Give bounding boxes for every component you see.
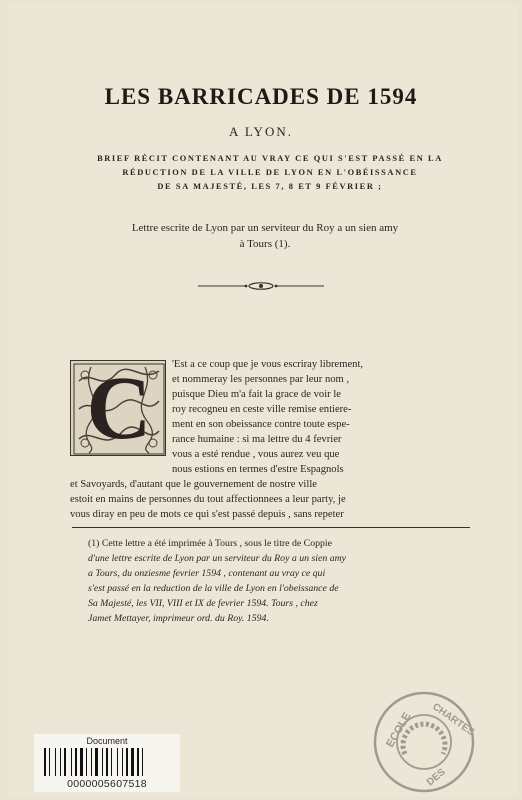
barcode-bar xyxy=(126,748,128,776)
page-subtitle: A LYON. xyxy=(229,124,293,139)
body-line: puisque Dieu m'a fait la grace de voir le xyxy=(172,389,341,400)
barcode-bar xyxy=(64,748,66,776)
footnote-line: s'est passé en la reduction de la ville de Lyon en l'obeissance de xyxy=(88,583,339,594)
library-stamp xyxy=(372,690,476,794)
barcode-bar xyxy=(111,748,112,776)
body-line: ment en son obeissance contre toute espe- xyxy=(172,419,350,430)
body-line: et Savoyards, d'autant que le gouvernement de nostre ville xyxy=(70,479,317,490)
letter-heading xyxy=(70,220,460,252)
fleuron-ornament-icon xyxy=(196,280,326,292)
body-line: estoit en mains de personnes du tout affectionnees a leur party, je xyxy=(70,494,346,505)
description-line: BRIEF RÉCIT CONTENANT AU VRAY CE QUI S'EST PASSÉ EN LA xyxy=(97,154,443,163)
footnote-line: Jamet Mettayer, imprimeur ord. du Roy. 1594. xyxy=(88,613,269,624)
barcode-bar xyxy=(55,748,56,776)
letter-heading-line: à Tours (1). xyxy=(239,238,291,250)
svg-text:ECOLE: ECOLE xyxy=(384,710,414,750)
barcode-bar xyxy=(91,748,92,776)
barcode-bar xyxy=(75,748,77,776)
ornamental-drop-cap xyxy=(70,360,166,456)
footnote-line: a Tours, du onziesme fevrier 1594 , contenant au vray ce qui xyxy=(88,568,326,579)
barcode-bar xyxy=(80,748,83,776)
body-line: rance humaine : si ma lettre du 4 fevrier xyxy=(172,434,342,445)
body-line: 'Est a ce coup que je vous escriray librement, xyxy=(172,359,364,370)
description xyxy=(70,152,470,194)
description-line: DE SA MAJESTÉ, LES 7, 8 ET 9 FÉVRIER ; xyxy=(157,182,383,191)
description-line: RÉDUCTION DE LA VILLE DE LYON EN L'OBÉISSANCE xyxy=(122,168,418,177)
body-line: et nommeray les personnes par leur nom , xyxy=(172,374,350,385)
drop-cap-letter: C xyxy=(86,360,152,456)
barcode-bar xyxy=(102,748,103,776)
svg-text:CHARTES: CHARTES xyxy=(430,701,476,739)
barcode-bar xyxy=(106,748,108,776)
letter-heading-line: Lettre escrite de Lyon par un serviteur du Roy a un sien amy xyxy=(131,222,399,234)
body-line: nous estions en termes d'estre Espagnols xyxy=(172,464,344,475)
barcode-bar xyxy=(131,748,134,776)
barcode-caption: Document xyxy=(86,736,128,746)
barcode-bar xyxy=(60,748,61,776)
barcode-label xyxy=(34,734,180,792)
footnote-line: d'une lettre escrite de Lyon par un serviteur du Roy a un sien amy xyxy=(88,553,347,564)
footnote-line: Sa Majesté, les VII, VIII et IX de fevrier 1594. Tours , chez xyxy=(88,598,318,609)
body-line: roy recogneu en ceste ville remise entiere- xyxy=(172,404,352,415)
barcode-bar xyxy=(142,748,143,776)
barcode-bar xyxy=(122,748,123,776)
barcode-bar xyxy=(44,748,46,776)
footnote-line: (1) Cette lettre a été imprimée à Tours , sous le titre de Coppie xyxy=(88,538,332,549)
barcode-bar xyxy=(71,748,72,776)
barcode-icon xyxy=(42,748,172,776)
footnote-divider xyxy=(72,527,470,528)
barcode-bar xyxy=(86,748,87,776)
barcode-bar xyxy=(137,748,139,776)
barcode-number: 0000005607518 xyxy=(67,778,147,790)
barcode-bar xyxy=(95,748,98,776)
barcode-bar xyxy=(49,748,50,776)
barcode-bar xyxy=(117,748,118,776)
body-line: vous a esté rendue , vous aurez veu que xyxy=(172,449,340,460)
page-title: LES BARRICADES DE 1594 xyxy=(104,84,418,109)
svg-text:DES: DES xyxy=(424,766,448,789)
body-line: vous diray en peu de mots ce qui s'est passé depuis , sans repeter xyxy=(70,509,344,520)
